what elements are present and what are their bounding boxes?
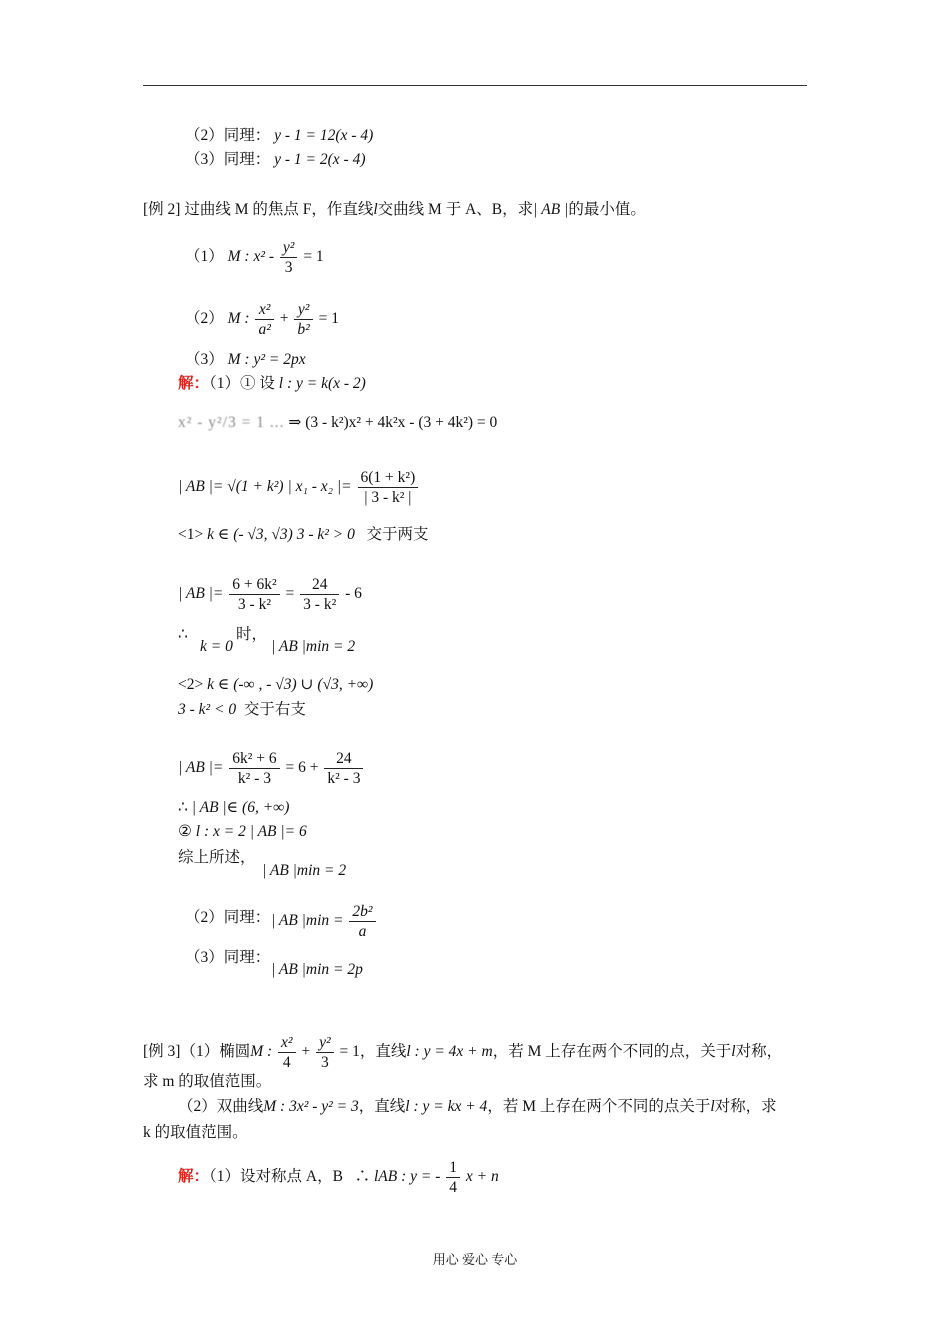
therefore-1-when: 时，	[236, 626, 268, 643]
ab-case-2: | AB |= $\frac{\text{6k² + 6}}{\text{k² - 3}}$ = 6 + $\frac{24}{\text{k² - 3}}$	[178, 749, 365, 788]
line-same-2: （2）同理： y - 1 = 12(x - 4)	[185, 127, 374, 144]
example-3-part-1: [例 3]（1）椭圆M : $\frac{\text{x²}}{4}$ + $\frac{\text{y²}}{3}$ = 1，直线l : y = 4x + m，若 M 上存在两个不同的点，关于l对称，	[143, 1034, 783, 1071]
ex2-curve-3: （3） M : y² = 2px	[185, 351, 306, 368]
fraction: $\frac{\text{y²}}{3}$	[316, 1033, 334, 1072]
therefore-1-eq: k = 0	[200, 638, 233, 655]
fraction: $\frac{24}{\text{k² - 3}}$	[324, 749, 363, 788]
therefore-1-result: | AB |min = 2	[271, 638, 356, 655]
fraction: $\frac{\text{6k² + 6}}{\text{k² - 3}}$	[229, 749, 279, 788]
same-case-2: （2）同理：	[185, 909, 271, 926]
fraction: $\frac{\text{y²}}{3}$	[280, 238, 298, 277]
case-1: <1> k ∈ (- √3, √3) 3 - k² > 0 交于两支	[178, 526, 429, 543]
example-3-part-1-ask: 求 m 的取值范围。	[143, 1073, 272, 1090]
same-case-2-result: | AB |min = $\frac{\text{2b²}}{a}$	[271, 902, 378, 941]
ab-case-1: | AB |= $\frac{\text{6 + 6k²}}{\text{3 - k²}}$ = $\frac{24}{\text{3 - k²}}$ - 6	[178, 576, 362, 613]
solution-3-start: 解：（1）设对称点 A，B ∴ lAB : y = - $\frac{1}{4}$ x + n	[178, 1159, 499, 1196]
summary-result: | AB |min = 2	[262, 862, 347, 879]
ex2-curve-2: （2） M : $\frac{\text{x²}}{\text{a²}}$ + $\frac{\text{y²}}{\text{b²}}$ = 1	[185, 301, 340, 338]
line-same-3: （3）同理： y - 1 = 2(x - 4)	[185, 151, 366, 168]
fraction: $\frac{\text{6(1 + k²)}}{\text{| 3 - k² |}}$	[358, 468, 419, 507]
case-2-condition: 3 - k² < 0 交于右支	[178, 701, 306, 718]
summary-label: 综上所述，	[178, 849, 256, 866]
ex2-curve-1: （1） M : x² - $\frac{\text{y²}}{3}$ = 1	[185, 239, 324, 276]
example-3-part-2-ask: k 的取值范围。	[143, 1124, 248, 1141]
example-3-part-2: （2）双曲线M : 3x² - y² = 3，直线l : y = kx + 4，若 M 上存在两个不同的点关于l对称，求	[178, 1098, 777, 1115]
same-case-3: （3）同理：	[185, 949, 271, 966]
fraction: $\frac{\text{y²}}{\text{b²}}$	[294, 300, 312, 339]
therefore-2: ∴ | AB |∈ (6, +∞)	[178, 799, 290, 816]
case-2: <2> k ∈ (-∞ , - √3) ∪ (√3, +∞)	[178, 676, 374, 693]
fraction: $\frac{\text{x²}}{4}$	[278, 1033, 296, 1072]
page-footer: 用心 爱心 专心	[432, 1252, 518, 1267]
solution-1-start: 解：（1）① 设 l : y = k(x - 2)	[178, 375, 366, 392]
header-rule	[143, 85, 807, 86]
ab-length-formula: | AB |= √(1 + k²) | x₁ - x₂ |= $\frac{\text{6(1 + k²)}}{\text{| 3 - k² |}}$	[178, 468, 420, 507]
same-case-3-result: | AB |min = 2p	[271, 961, 363, 978]
therefore-1: ∴	[178, 626, 188, 643]
vertical-line-case: ② l : x = 2 | AB |= 6	[178, 823, 307, 840]
example-2-heading: [例 2] 过曲线 M 的焦点 F，作直线l交曲线 M 于 A、B，求| AB |的最小值。	[143, 201, 646, 218]
fraction: $\frac{1}{4}$	[446, 1158, 460, 1197]
fraction: $\frac{\text{2b²}}{a}$	[349, 902, 375, 941]
fraction: $\frac{\text{6 + 6k²}}{\text{3 - k²}}$	[229, 575, 279, 614]
fraction: $\frac{\text{x²}}{\text{a²}}$	[255, 300, 273, 339]
equation-system: x² - y²/3 = 1 ... ⇒ (3 - k²)x² + 4k²x - (3 + 4k²) = 0	[178, 414, 498, 431]
fraction: $\frac{24}{\text{3 - k²}}$	[300, 575, 339, 614]
